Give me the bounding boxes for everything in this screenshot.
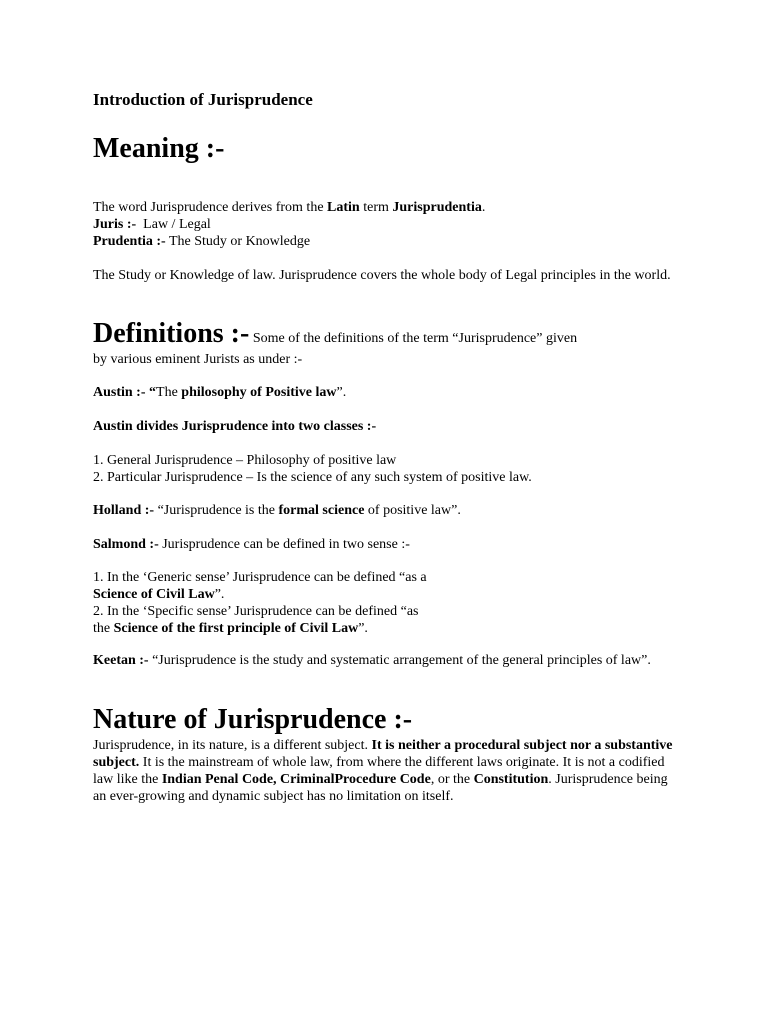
bold-run: Latin — [327, 200, 360, 215]
keetan-definition — [93, 652, 683, 669]
bold-run: Austin divides Jurisprudence into two classes :- — [93, 419, 377, 434]
text-run: ”. — [358, 621, 368, 636]
text-run: It is the mainstream of whole law, from where the different laws originate. It is not a codified law like the — [93, 755, 665, 787]
juris-label: Juris :- — [93, 217, 137, 232]
text-run: term — [359, 200, 393, 215]
sense-line — [93, 586, 683, 603]
bold-run: Science of the first principle of Civil Law — [113, 621, 359, 636]
text-run: . — [481, 200, 486, 215]
text-run: . Jurisprudence being an ever-growing and dynamic subject has no limitation on itself. — [93, 772, 668, 804]
austin-classes-heading — [93, 418, 683, 435]
prudentia-label: Prudentia :- — [93, 234, 166, 249]
text-run: “Jurisprudence is the — [154, 503, 279, 518]
text-run: Jurisprudence can be defined in two sense :- — [158, 537, 410, 552]
text-run: of positive law”. — [364, 503, 461, 518]
list-item: 2. Particular Jurisprudence – Is the science of any such system of positive law. — [93, 470, 532, 485]
salmond-senses — [93, 569, 683, 637]
sense-line: 1. In the ‘Generic sense’ Jurisprudence can be defined “as a — [93, 570, 427, 585]
prudentia-text: The Study or Knowledge — [165, 234, 311, 249]
definitions-heading: Definitions :- — [93, 318, 250, 349]
bold-run: Indian Penal Code, CriminalProcedure Code — [161, 772, 431, 787]
prudentia-line — [93, 233, 683, 250]
definitions-intro: Some of the definitions of the term “Jurisprudence” given — [249, 331, 578, 346]
nature-heading: Nature of Jurisprudence :- — [93, 704, 413, 735]
sense-line: 2. In the ‘Specific sense’ Jurisprudence can be defined “as — [93, 604, 419, 619]
definitions-heading-line — [93, 318, 693, 355]
sense-line — [93, 620, 683, 637]
document-title: Introduction of Jurisprudence — [93, 90, 313, 109]
classes-list — [93, 452, 683, 486]
holland-label: Holland :- — [93, 503, 155, 518]
text-run: “Jurisprudence is the study and systematic arrangement of the general principles of law”. — [148, 653, 651, 668]
austin-definition — [93, 384, 683, 401]
bold-run: Constitution — [473, 772, 549, 787]
text-run: Jurisprudence, in its nature, is a different subject. — [93, 738, 372, 753]
bold-run: It is neither a procedural subject nor a substantive subject. — [93, 738, 673, 770]
definitions-intro-line2: by various eminent Jurists as under :- — [93, 352, 303, 367]
text-run: The — [156, 385, 182, 400]
text-run: the — [93, 621, 114, 636]
meaning-paragraph-2: The Study or Knowledge of law. Jurisprudence covers the whole body of Legal principles in the world. — [93, 268, 671, 283]
text-run: ”. — [336, 385, 347, 400]
holland-definition — [93, 502, 683, 519]
bold-run: formal science — [278, 503, 365, 518]
meaning-block — [93, 199, 683, 250]
bold-run: philosophy of Positive law — [181, 385, 337, 400]
text-run: The word Jurisprudence derives from the — [93, 200, 328, 215]
juris-line — [93, 216, 683, 233]
list-item: 1. General Jurisprudence – Philosophy of positive law — [93, 453, 397, 468]
keetan-label: Keetan :- — [93, 653, 149, 668]
text-run: , or the — [430, 772, 474, 787]
nature-paragraph — [93, 737, 683, 805]
salmond-label: Salmond :- — [93, 537, 159, 552]
meaning-paragraph — [93, 199, 683, 216]
salmond-definition — [93, 536, 683, 553]
bold-run: Jurisprudentia — [392, 200, 482, 215]
text-run: ”. — [214, 587, 225, 602]
bold-run: Science of Civil Law — [93, 587, 215, 602]
meaning-heading: Meaning :- — [93, 133, 225, 164]
austin-label: Austin :- “ — [93, 385, 157, 400]
juris-text: Law / Legal — [136, 217, 211, 232]
